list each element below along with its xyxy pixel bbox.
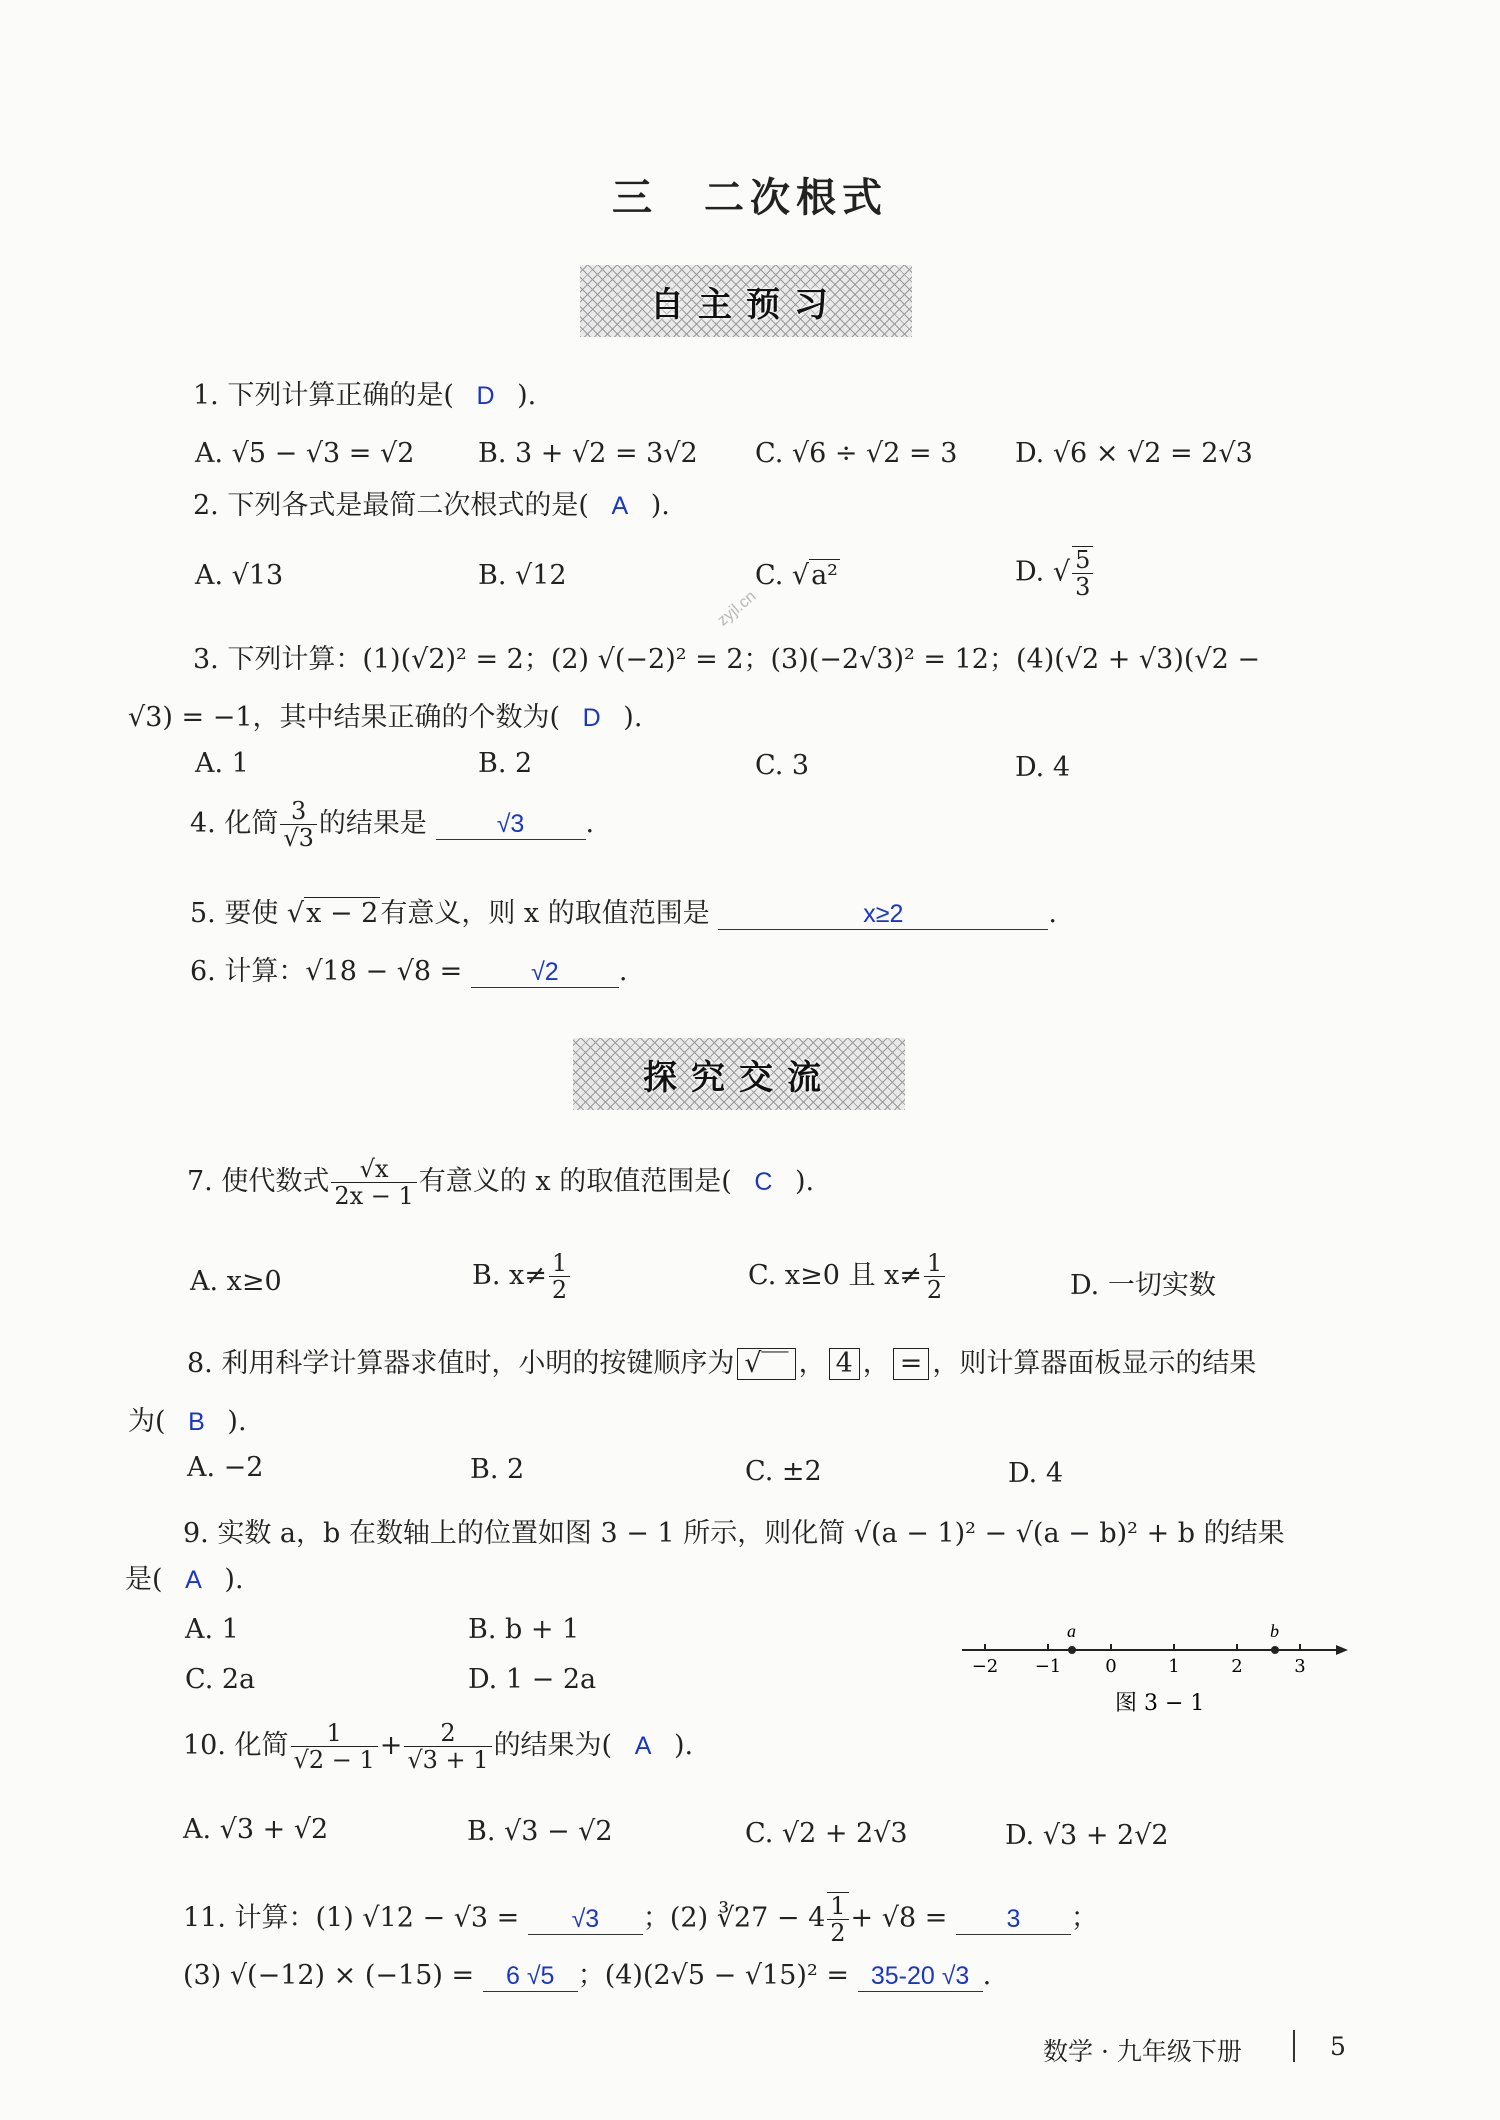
q11-part2: ；(2) ∛27 − 4 [642,1902,826,1934]
q10-f1-num: 1 [291,1720,378,1747]
q2-option-c-label: C. [755,560,784,591]
q9-option-c: C. 2a [185,1664,256,1695]
point-b-label: b [1270,1621,1279,1641]
q7-option-b [472,1250,572,1303]
key-4: 4 [829,1348,860,1380]
number-line-tick-label: 0 [1105,1656,1117,1677]
q7-option-d: D. 一切实数 [1070,1270,1216,1301]
q8-stem-c: 为( [128,1406,166,1437]
q2-answer: A [611,492,629,520]
q11-answer-2-blank [956,1904,1071,1935]
q11-answer-4-blank [858,1961,983,1992]
number-line-tick-label: −2 [971,1656,999,1677]
q10-frac-1 [291,1720,378,1773]
footer-divider [1293,2030,1295,2062]
q5-answer: x≥2 [863,900,904,928]
q4-fraction [280,798,317,851]
q3-option-a: A. 1 [195,748,249,779]
q5-end: . [1048,898,1057,929]
figure-caption: 图 3 − 1 [1115,1691,1205,1716]
key-sqrt: √‾‾ [737,1348,795,1380]
q2-stem: 2. 下列各式是最简二次根式的是( [193,490,589,521]
q10-f2-num: 2 [404,1720,491,1747]
question-11-line1 [183,1892,1098,1946]
number-line-tick-label: −1 [1034,1656,1062,1677]
q7-option-a: A. x≥0 [190,1266,282,1297]
q8-option-c: C. ±2 [745,1456,822,1487]
q1-option-b: B. 3 + √2 = 3√2 [478,438,698,469]
q7-stem-end: ). [794,1166,815,1197]
q7-c-den: 2 [926,1276,943,1304]
q1-answer: D [476,382,495,410]
q1-stem-end: ). [517,380,537,411]
q11-answer-4: 35-20 √3 [870,1962,970,1990]
q6-stem: 6. 计算：√18 − √8 = [190,956,463,987]
q4-stem-b: 的结果是 [318,808,427,839]
q7-stem: 7. 使代数式 [187,1166,330,1197]
q2-option-b: B. √12 [478,560,567,591]
q2-option-d-frac [1072,546,1093,600]
q2-option-d-label: D. [1015,556,1045,588]
q1-stem: 1. 下列计算正确的是( [193,380,454,411]
q3-option-d: D. 4 [1015,752,1071,783]
q11-frac-num: 1 [827,1893,848,1920]
q3-option-b: B. 2 [478,748,533,779]
q3-answer: D [582,704,601,732]
q4-answer-blank [436,809,586,840]
q1-option-d: D. √6 × √2 = 2√3 [1015,438,1253,469]
q8-option-b: B. 2 [470,1454,525,1485]
q11-part1: 11. 计算：(1) √12 − √3 = [183,1902,520,1934]
q7-fraction [331,1156,416,1209]
watermark: zyjl.cn [714,587,760,630]
q10-stem-b: 的结果为( [493,1730,613,1761]
q2-stem-end: ). [650,490,670,521]
q8-stem: 8. 利用科学计算器求值时，小明的按键顺序为 [187,1348,735,1379]
point-a-label: a [1067,1621,1076,1641]
question-8-line1: 8. 利用科学计算器求值时，小明的按键顺序为 √‾‾ ， 4 ， = ，则计算器面板显示的结果 [187,1348,1257,1379]
q4-answer: √3 [496,810,525,838]
question-8-line2 [128,1404,247,1440]
q7-c-num: 1 [924,1250,945,1277]
section-title-preview: 自主预习 [650,284,842,325]
q10-plus: + [379,1730,403,1761]
q10-frac-2 [404,1720,491,1773]
q11-part4: ；(4)(2√5 − √15)² = [577,1960,849,1991]
q6-answer-blank [471,957,619,988]
q10-f1-den: √2 − 1 [293,1746,375,1774]
question-5: 5. 要使 √x − 2有意义，则 x 的取值范围是 x≥2 . [190,898,1057,929]
q11-part2b: + √8 = [850,1902,948,1934]
question-4 [190,798,594,851]
q10-option-c: C. √2 + 2√3 [745,1818,908,1849]
key-equals: = [893,1348,930,1380]
q8-stem-b: ，则计算器面板显示的结果 [932,1348,1257,1379]
question-7 [187,1156,814,1209]
q7-b-num: 1 [549,1250,570,1277]
point-a-dot [1068,1646,1076,1654]
q9-answer: A [185,1566,202,1594]
q5-answer-blank [718,899,1048,930]
q10-option-d: D. √3 + 2√2 [1005,1820,1169,1851]
number-line-tick-label: 3 [1294,1656,1306,1677]
q7-option-c [748,1250,947,1303]
q9-option-a: A. 1 [185,1614,239,1645]
q11-answer-2: 3 [1006,1904,1021,1933]
q8-option-a: A. −2 [187,1452,264,1483]
q11-frac [827,1892,848,1946]
q9-option-d: D. 1 − 2a [468,1664,597,1695]
q2-option-c-expr: a² [811,560,838,591]
number-line-tick-label: 1 [1168,1656,1180,1677]
q4-den: √3 [283,824,314,852]
q11-answer-3-blank [483,1961,578,1992]
q8-stem-end: ). [227,1406,247,1437]
number-line-tick-label: 2 [1231,1656,1243,1677]
q11-part2c: ； [1070,1902,1098,1934]
question-2 [193,488,670,524]
q2-option-c: C. √a² [755,560,838,591]
q7-c-frac [924,1250,945,1303]
q4-end: . [585,808,595,839]
q11-end: . [982,1960,992,1991]
q5-stem: 5. 要使 [190,898,279,929]
q9-option-b: B. b + 1 [468,1614,580,1645]
q10-option-b: B. √3 − √2 [467,1816,613,1847]
question-6 [190,954,627,990]
question-9-line1: 9. 实数 a，b 在数轴上的位置如图 3 − 1 所示，则化简 √(a − 1)² − √(a − b)² + b 的结果 [183,1518,1285,1549]
q6-answer: √2 [531,958,559,986]
q10-stem-end: ). [673,1730,694,1761]
q3-option-c: C. 3 [755,750,810,781]
point-b-dot [1271,1646,1279,1654]
q7-den: 2x − 1 [334,1182,414,1210]
q1-option-a: A. √5 − √3 = √2 [195,438,415,469]
q2-d-num: 5 [1072,547,1093,574]
q2-option-a: A. √13 [195,560,284,591]
question-3-line2 [128,700,642,736]
q10-stem: 10. 化简 [183,1730,289,1761]
q7-b-label: B. x≠ [472,1260,547,1291]
q2-option-d: D. √ $\frac{5}{3}$ [1015,546,1095,600]
q5-expr: x − 2 [306,898,379,929]
q4-stem: 4. 化简 [190,808,279,839]
q7-b-den: 2 [551,1276,568,1304]
q10-option-a: A. √3 + √2 [183,1814,329,1845]
page-number: 5 [1330,2032,1346,2061]
number-line-arrow [1336,1645,1348,1655]
footer-subject: 数学 · 九年级下册 [1043,2037,1242,2066]
q2-d-den: 3 [1075,573,1091,601]
q10-f2-den: √3 + 1 [407,1746,489,1774]
q11-frac-den: 2 [830,1919,846,1947]
q5-stem-b: 有意义，则 x 的取值范围是 [380,898,710,929]
q7-stem-b: 有意义的 x 的取值范围是( [418,1166,732,1197]
section-title-explore: 探究交流 [643,1057,835,1098]
question-9-line2 [125,1562,244,1598]
q10-answer: A [634,1732,652,1760]
section-banner-preview [580,265,912,337]
q11-answer-3: 6 √5 [505,1962,555,1990]
q3-stem-end: ). [623,702,643,733]
q7-c-label: C. x≥0 且 x≠ [748,1260,922,1291]
number-line-figure [960,1620,1350,1730]
q4-num: 3 [280,798,317,825]
question-11-line2 [183,1958,991,1994]
q7-answer: C [754,1168,773,1196]
q11-answer-1: √3 [571,1904,600,1933]
q11-answer-1-blank [528,1904,643,1935]
q3-stem: √3) = −1，其中结果正确的个数为( [128,702,561,733]
q8-option-d: D. 4 [1008,1458,1064,1489]
section-banner-explore [573,1038,905,1110]
q1-option-c: C. √6 ÷ √2 = 3 [755,438,958,469]
question-3-line1: 3. 下列计算：(1)(√2)² = 2；(2) √(−2)² = 2；(3)(−2√3)² = 12；(4)(√2 + √3)(√2 − [193,644,1260,675]
q9-stem-end: ). [224,1564,244,1595]
question-1 [193,378,536,414]
page-title: 三 二次根式 [612,174,888,221]
question-10 [183,1720,693,1773]
q8-answer: B [188,1408,205,1436]
q7-num: √x [331,1156,416,1183]
q6-end: . [618,956,628,987]
q7-b-frac [549,1250,570,1303]
q11-part3: (3) √(−12) × (−15) = [183,1960,475,1991]
q9-stem: 是( [125,1564,163,1595]
